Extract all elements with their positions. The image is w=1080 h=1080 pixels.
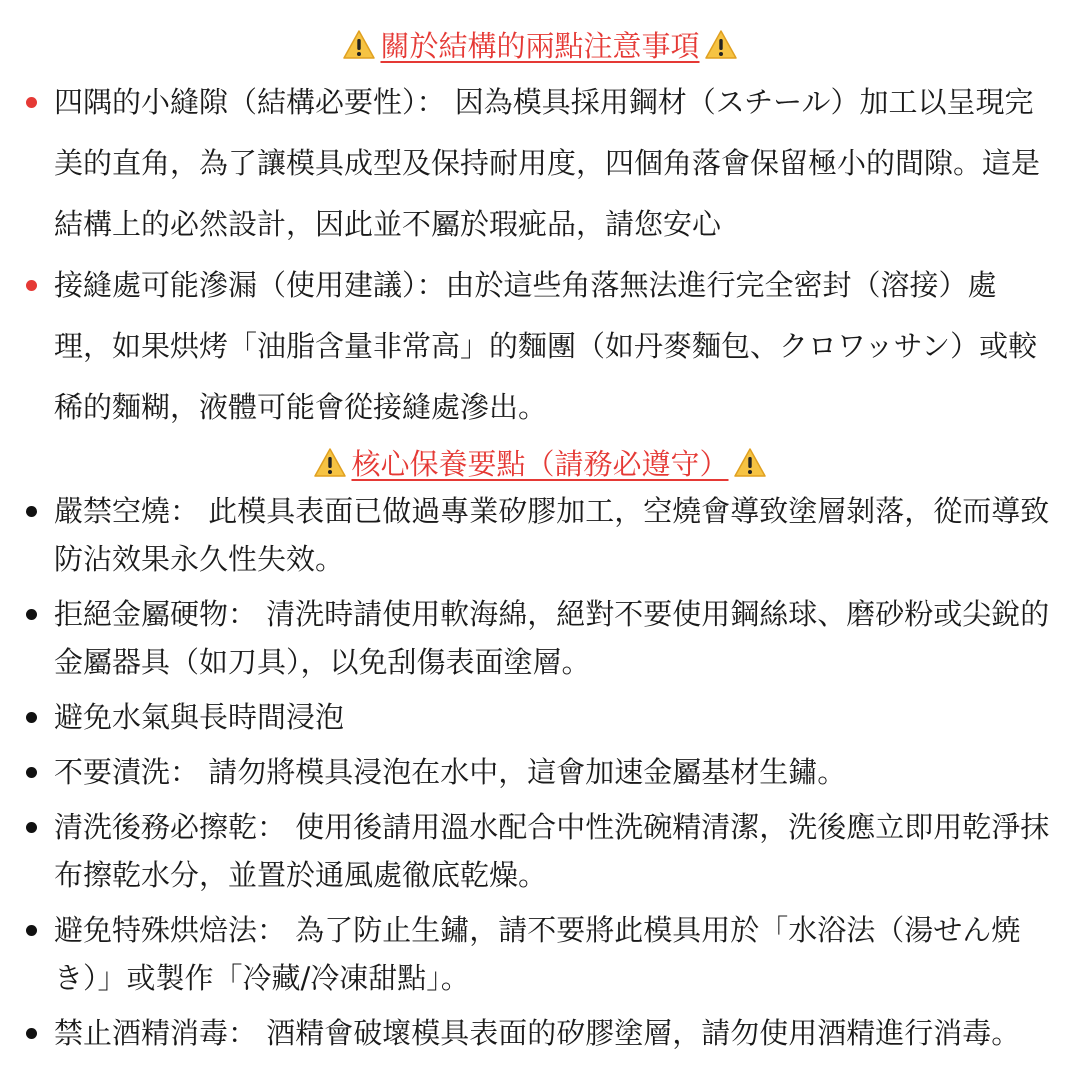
list-item-text: 四隅的小縫隙（結構必要性）： 因為模具採用鋼材（スチール）加工以呈現完美的直角，為了讓模具成型及保持耐用度，四個角落會保留極小的間隙。這是結構上的必然設計，因此並不屬於瑕疵品，請您安心 [54,85,1041,241]
list-item [0,72,1054,255]
bullet [26,506,37,517]
bullet [26,609,37,620]
list-item-text: 禁止酒精消毒： 酒精會破壞模具表面的矽膠塗層，請勿使用酒精進行消毒。 [54,1016,1021,1050]
list-item [0,906,1054,1002]
list-item [0,255,1054,438]
section-1-title: 關於結構的兩點注意事項 [380,29,700,63]
list-item [0,590,1054,686]
warning-icon [733,447,767,489]
bullet [26,1028,37,1039]
bullet [26,280,37,291]
list-item-text: 清洗後務必擦乾： 使用後請用溫水配合中性洗碗精清潔，洗後應立即用乾淨抹布擦乾水分，並置於通風處徹底乾燥。 [54,810,1050,892]
section-2-heading [0,444,1080,489]
list-item-text: 接縫處可能滲漏（使用建議）：由於這些角落無法進行完全密封（溶接）處理，如果烘烤「油脂含量非常高」的麵團（如丹麥麵包、クロワッサン）或較稀的麵糊，液體可能會從接縫處滲出。 [54,268,1038,424]
list-item-text: 避免水氣與長時間浸泡 [54,700,345,734]
bullet [26,767,37,778]
bullet [26,925,37,936]
list-item [0,1009,1054,1057]
section-1-heading [0,26,1080,71]
list-item-text: 拒絕金屬硬物： 清洗時請使用軟海綿，絕對不要使用鋼絲球、磨砂粉或尖銳的金屬器具（如刀具），以免刮傷表面塗層。 [54,597,1050,679]
list-item [0,487,1054,583]
warning-icon [342,29,376,71]
section-2-list [0,487,1054,1064]
list-item-text: 不要漬洗： 請勿將模具浸泡在水中，這會加速金屬基材生鏽。 [54,755,847,789]
list-item-text: 避免特殊烘焙法： 為了防止生鏽，請不要將此模具用於「水浴法（湯せん焼き）」或製作「冷藏/冷凍甜點」。 [54,913,1021,995]
warning-icon [704,29,738,71]
section-2-title: 核心保養要點（請務必遵守） [351,447,729,481]
bullet [26,822,37,833]
section-1-list [0,72,1054,438]
list-item [0,748,1054,796]
warning-icon [313,447,347,489]
list-item [0,803,1054,899]
list-item-text: 嚴禁空燒： 此模具表面已做過專業矽膠加工，空燒會導致塗層剝落，從而導致防沾效果永久性失效。 [54,494,1050,576]
bullet [26,97,37,108]
bullet [26,712,37,723]
list-item [0,693,1054,741]
